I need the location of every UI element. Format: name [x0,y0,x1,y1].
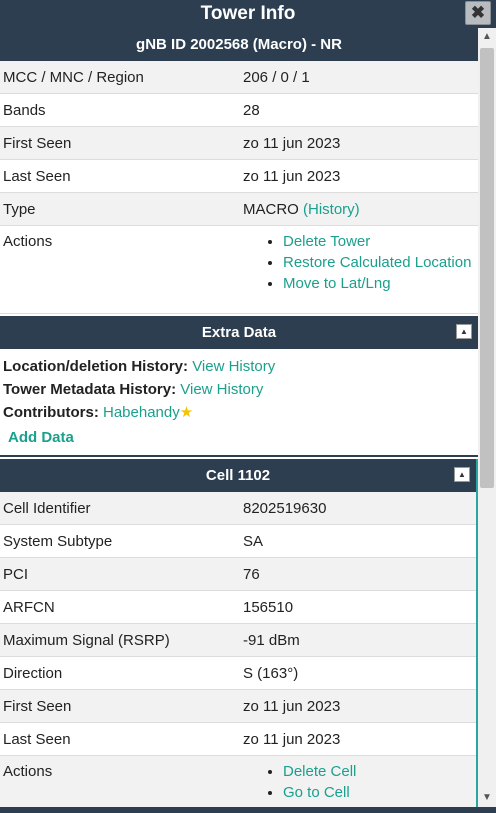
row-value: -91 dBm [240,624,476,657]
vertical-scrollbar[interactable] [478,28,496,807]
add-data-link[interactable]: Add Data [8,429,74,446]
table-row [0,127,478,160]
table-row [0,690,476,723]
tower-actions-list [243,233,475,292]
table-row [0,657,476,690]
row-value: 76 [240,558,476,591]
extra-data-title: Extra Data [201,324,277,341]
row-value: 156510 [240,591,476,624]
location-history-link[interactable]: View History [192,358,276,375]
row-label: Direction [0,657,240,690]
extra-data-header[interactable] [0,316,478,349]
delete-tower-link[interactable]: Delete Tower [283,233,371,250]
row-value: zo 11 jun 2023 [240,690,476,723]
table-row [0,624,476,657]
tower-info-panel [0,28,478,807]
type-text: MACRO [243,200,299,218]
row-value: S (163°) [240,657,476,690]
scroll-down-icon[interactable]: ▼ [482,792,492,803]
row-label: Type [0,193,240,226]
row-label: MCC / MNC / Region [0,61,240,94]
window-title-bar [0,0,496,28]
move-to-latlng-link[interactable]: Move to Lat/Lng [283,275,391,292]
actions-cell [240,226,478,314]
table-row [0,492,476,525]
table-row [0,723,476,756]
close-icon[interactable]: ✖ [465,1,491,25]
row-value: 28 [240,94,478,127]
metadata-history-line [3,378,475,401]
scroll-up-icon[interactable]: ▲ [482,31,492,42]
row-label: Bands [0,94,240,127]
type-value [240,193,478,226]
row-label: ARFCN [0,591,240,624]
contributor-link[interactable]: Habehandy [103,404,180,421]
cell-header[interactable] [0,459,476,492]
list-item [283,254,475,271]
row-label: Last Seen [0,160,240,193]
cell-section [0,459,478,807]
star-icon: ★ [179,404,194,421]
restore-location-link[interactable]: Restore Calculated Location [283,254,472,271]
table-row [0,756,476,808]
row-value: SA [240,525,476,558]
row-value: zo 11 jun 2023 [240,723,476,756]
list-item [283,784,473,801]
contributors-line [3,401,475,424]
delete-cell-link[interactable]: Delete Cell [283,763,357,780]
table-row [0,226,478,314]
tower-header [0,28,478,61]
collapse-icon[interactable]: ▲ [456,324,472,339]
row-label: First Seen [0,127,240,160]
row-label: Maximum Signal (RSRP) [0,624,240,657]
extra-data-body [0,349,478,457]
table-row [0,160,478,193]
window-title: Tower Info [200,3,296,24]
location-history-label: Location/deletion History: [3,358,189,375]
metadata-history-link[interactable]: View History [180,381,264,398]
table-row [0,61,478,94]
scrollbar-thumb[interactable] [480,48,494,488]
row-label: Actions [0,756,240,808]
table-row [0,193,478,226]
list-item [283,275,475,292]
actions-cell [240,756,476,808]
row-label: First Seen [0,690,240,723]
tower-header-title: gNB ID 2002568 (Macro) - NR [136,36,342,53]
row-value: 8202519630 [240,492,476,525]
row-value: 206 / 0 / 1 [240,61,478,94]
table-row [0,94,478,127]
type-history-link[interactable]: (History) [303,200,360,218]
go-to-cell-link[interactable]: Go to Cell [283,784,350,801]
metadata-history-label: Tower Metadata History: [3,381,177,398]
collapse-icon[interactable]: ▲ [454,467,470,482]
row-value: zo 11 jun 2023 [240,160,478,193]
cell-actions-list [243,763,473,801]
table-row [0,525,476,558]
table-row [0,591,476,624]
cell-title: Cell 1102 [205,467,271,484]
row-label: PCI [0,558,240,591]
location-history-line [3,355,475,378]
tower-table [0,61,478,314]
row-label: System Subtype [0,525,240,558]
cell-table [0,492,476,807]
row-label: Last Seen [0,723,240,756]
list-item [283,233,475,250]
row-value: zo 11 jun 2023 [240,127,478,160]
row-label: Actions [0,226,240,314]
table-row [0,558,476,591]
list-item [283,763,473,780]
row-label: Cell Identifier [0,492,240,525]
contributors-label: Contributors: [3,404,99,421]
